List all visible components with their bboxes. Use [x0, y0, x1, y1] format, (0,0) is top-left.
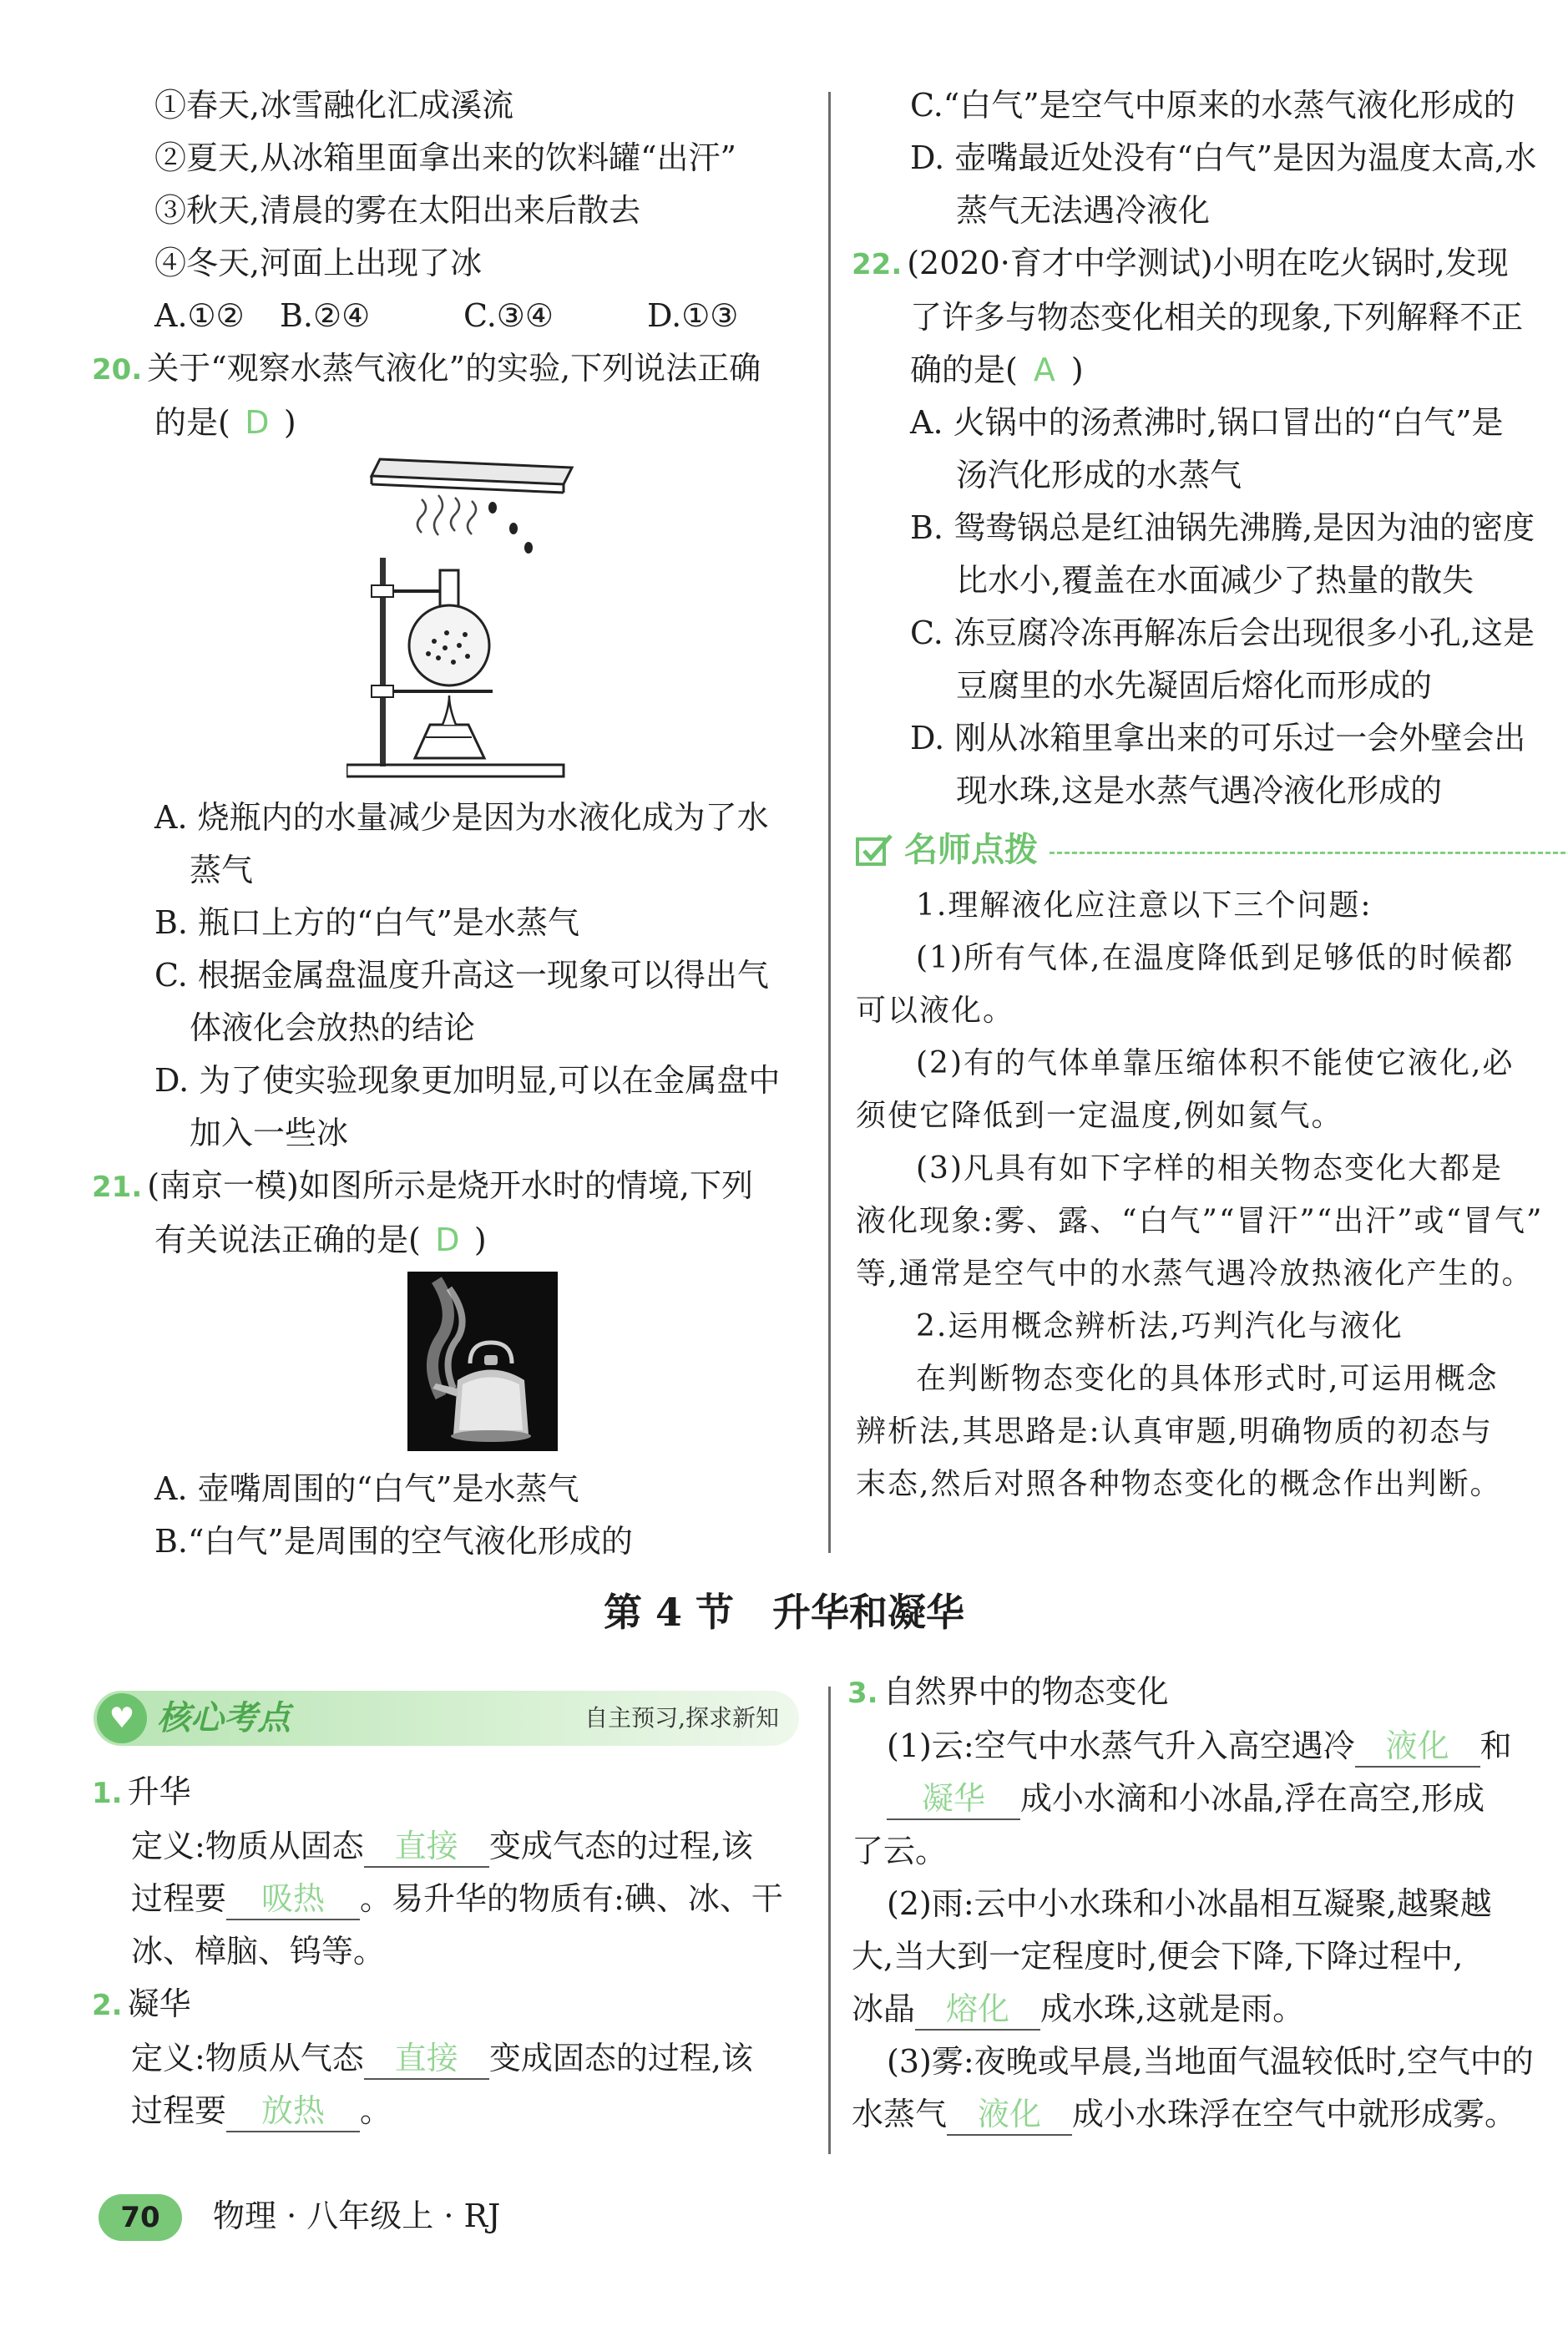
option-b: B.“白气”是周围的空气液化形成的 — [154, 1523, 633, 1560]
point-title: 自然界中的物态变化 — [883, 1673, 1169, 1710]
option-continued: 现水珠,这是水蒸气遇冷液化形成的 — [956, 772, 1443, 809]
question-number: 22. — [852, 248, 903, 281]
option-d: D. 壶嘴最近处没有“白气”是因为温度太高,水 — [910, 139, 1537, 176]
option-continued: 加入一些冰 — [190, 1115, 349, 1151]
tip-line: 等,通常是空气中的水蒸气遇冷放热液化产生的。 — [856, 1257, 1534, 1291]
bracket: ) — [283, 404, 296, 441]
tips-body — [856, 879, 1565, 1510]
checkbox-icon — [856, 832, 894, 867]
tip-line: 辨析法,其思路是:认真审题,明确物质的初态与 — [856, 1414, 1494, 1449]
tip-line: (3)凡具有如下字样的相关物态变化大都是 — [916, 1151, 1503, 1186]
tip-line: 末态,然后对照各种物态变化的概念作出判断。 — [856, 1467, 1502, 1501]
question-number: 20. — [92, 353, 143, 387]
question-stem: (南京一模)如图所示是烧开水时的情境,下列 — [147, 1167, 753, 1204]
question-stem: 关于“观察水蒸气液化”的实验,下列说法正确 — [147, 350, 761, 387]
tip-line: 1.理解液化应注意以下三个问题: — [916, 888, 1373, 923]
question-stem: 确的是( — [910, 352, 1018, 388]
fill-blank: 直接 — [364, 1826, 489, 1868]
tip-line: (2)有的气体单靠压缩体积不能使它液化,必 — [916, 1046, 1515, 1080]
option: D. 为了使实验现象更加明显,可以在金属盘中 — [154, 1062, 781, 1099]
question-stem: 了许多与物态变化相关的现象,下列解释不正 — [910, 299, 1524, 336]
left-column-top — [92, 79, 814, 1568]
question-stem: 有关说法正确的是( — [154, 1222, 421, 1258]
option: D. 刚从冰箱里拿出来的可乐过一会外壁会出 — [910, 720, 1526, 756]
question-20-options — [96, 792, 814, 1160]
answer-mark: D — [245, 404, 270, 441]
option-c: C.“白气”是空气中原来的水蒸气液化形成的 — [910, 87, 1515, 124]
fill-blank: 吸热 — [226, 1879, 360, 1920]
text: 水蒸气 — [852, 2096, 948, 2132]
question-21 — [92, 1160, 814, 1568]
text: 变成气态的过程,该 — [488, 1828, 753, 1864]
question-22-options — [856, 397, 1565, 817]
text: 定义:物质从固态 — [131, 1828, 364, 1864]
text: (1)云:空气中水蒸气升入高空遇冷 — [887, 1727, 1355, 1764]
list-item: ④冬天,河面上出现了冰 — [154, 245, 483, 281]
kettle-photo — [407, 1272, 814, 1459]
question-20 — [92, 342, 814, 1160]
dashed-rule — [1050, 852, 1565, 854]
text: 变成固态的过程,该 — [488, 2040, 753, 2076]
page-number: 70 — [99, 2194, 182, 2241]
tip-line: 须使它降低到一定温度,例如氦气。 — [856, 1099, 1343, 1133]
flask-stand-drawing — [346, 449, 597, 792]
option-continued: 比水小,覆盖在水面减少了热量的散失 — [956, 562, 1474, 599]
text: 和 — [1479, 1727, 1512, 1764]
text: 冰晶 — [852, 1990, 916, 2027]
question-stem: (2020·育才中学测试)小明在吃火锅时,发现 — [907, 245, 1509, 281]
column-divider-bottom — [828, 1687, 831, 2154]
tips-header — [856, 821, 1565, 879]
option-d-continued: 蒸气无法遇冷液化 — [956, 192, 1211, 229]
option-continued: 蒸气 — [190, 852, 254, 888]
text: 定义:物质从气态 — [131, 2040, 364, 2076]
question-22 — [852, 237, 1565, 817]
bracket: ) — [1070, 352, 1084, 388]
option-continued: 汤汽化形成的水蒸气 — [956, 457, 1242, 493]
option: C. 冻豆腐冷冻再解冻后会出现很多小孔,这是 — [910, 615, 1535, 651]
tip-line: 可以液化。 — [856, 994, 1015, 1028]
text: 。 — [360, 2092, 392, 2129]
text: 过程要 — [131, 2092, 227, 2129]
fill-blank: 直接 — [364, 2038, 489, 2080]
answer-mark: A — [1033, 352, 1055, 388]
core-points-subtitle: 自主预习,探求新知 — [584, 1704, 779, 1732]
text: 成水珠,这就是雨。 — [1040, 1990, 1305, 2027]
teacher-tips — [856, 821, 1565, 1510]
section-title: 第 4 节 升华和凝华 — [603, 1590, 965, 1635]
text: (2)雨:云中小水珠和小冰晶相互凝聚,越聚越 — [887, 1885, 1492, 1922]
text: (3)雾:夜晚或早晨,当地面气温较低时,空气中的 — [887, 2043, 1534, 2080]
fill-blank: 放热 — [226, 2091, 360, 2132]
option: C. 根据金属盘温度升高这一现象可以得出气 — [154, 957, 769, 994]
column-divider-top — [828, 92, 831, 1553]
text: 了云。 — [852, 1833, 948, 1869]
heart-icon: ♥ — [97, 1693, 147, 1743]
tip-line: (1)所有气体,在温度降低到足够低的时候都 — [916, 941, 1515, 975]
fill-blank: 凝华 — [887, 1778, 1020, 1820]
tip-line: 液化现象:雾、露、“白气”“冒汗”“出汗”或“冒气” — [856, 1204, 1544, 1238]
bracket: ) — [473, 1222, 487, 1258]
fill-blank: 熔化 — [915, 1989, 1040, 2031]
list-item: ③秋天,清晨的雾在太阳出来后散去 — [154, 192, 641, 229]
right-column-top — [852, 79, 1565, 1510]
point-title: 凝华 — [127, 1985, 191, 2022]
distillation-apparatus-figure — [346, 449, 814, 792]
point-number: 1. — [92, 1777, 123, 1810]
option: B. 鸳鸯锅总是红油锅先沸腾,是因为油的密度 — [910, 509, 1535, 546]
fill-blank: 液化 — [947, 2094, 1072, 2136]
text: 成小水滴和小冰晶,浮在高空,形成 — [1020, 1780, 1485, 1817]
text: 。易升华的物质有:碘、冰、干 — [360, 1880, 783, 1917]
option-d: D.①③ — [647, 297, 739, 334]
core-points-title: 核心考点 — [157, 1699, 291, 1737]
question-19-items — [96, 79, 814, 290]
option-continued: 体液化会放热的结论 — [190, 1009, 476, 1046]
option: B. 瓶口上方的“白气”是水蒸气 — [154, 904, 579, 941]
list-item: ①春天,冰雪融化汇成溪流 — [154, 87, 514, 124]
left-column-bottom — [92, 1766, 814, 2137]
fill-blank: 液化 — [1355, 1726, 1480, 1768]
text: 成小水珠浮在空气中就形成雾。 — [1072, 2096, 1517, 2132]
text: 过程要 — [131, 1880, 227, 1917]
option-b: B.②④ — [280, 297, 371, 334]
tip-line: 2.运用概念辨析法,巧判汽化与液化 — [916, 1309, 1404, 1343]
text: 冰、樟脑、钨等。 — [131, 1933, 386, 1970]
core-points-banner — [94, 1691, 799, 1746]
option-a: A. 壶嘴周围的“白气”是水蒸气 — [154, 1470, 579, 1507]
text: 大,当大到一定程度时,便会下降,下降过程中, — [852, 1938, 1464, 1975]
option: A. 烧瓶内的水量减少是因为水液化成为了水 — [154, 799, 769, 836]
tips-title: 名师点拨 — [904, 830, 1038, 869]
boiling-kettle-image — [407, 1272, 558, 1451]
option-c: C.③④ — [463, 297, 554, 334]
question-number: 21. — [92, 1171, 143, 1204]
option-a: A.①② — [154, 297, 245, 334]
option-continued: 豆腐里的水先凝固后熔化而形成的 — [956, 667, 1433, 704]
list-item: ②夏天,从冰箱里面拿出来的饮料罐“出汗” — [154, 139, 736, 176]
question-stem: 的是( — [154, 404, 230, 441]
tip-line: 在判断物态变化的具体形式时,可运用概念 — [916, 1362, 1499, 1396]
point-title: 升华 — [127, 1773, 191, 1810]
book-info: 物理 · 八年级上 · RJ — [213, 2198, 501, 2234]
question-19-options — [96, 290, 814, 342]
point-number: 2. — [92, 1989, 123, 2022]
answer-mark: D — [435, 1222, 460, 1258]
right-column-bottom — [847, 1666, 1568, 2141]
point-number: 3. — [847, 1677, 878, 1710]
option: A. 火锅中的汤煮沸时,锅口冒出的“白气”是 — [910, 404, 1504, 441]
